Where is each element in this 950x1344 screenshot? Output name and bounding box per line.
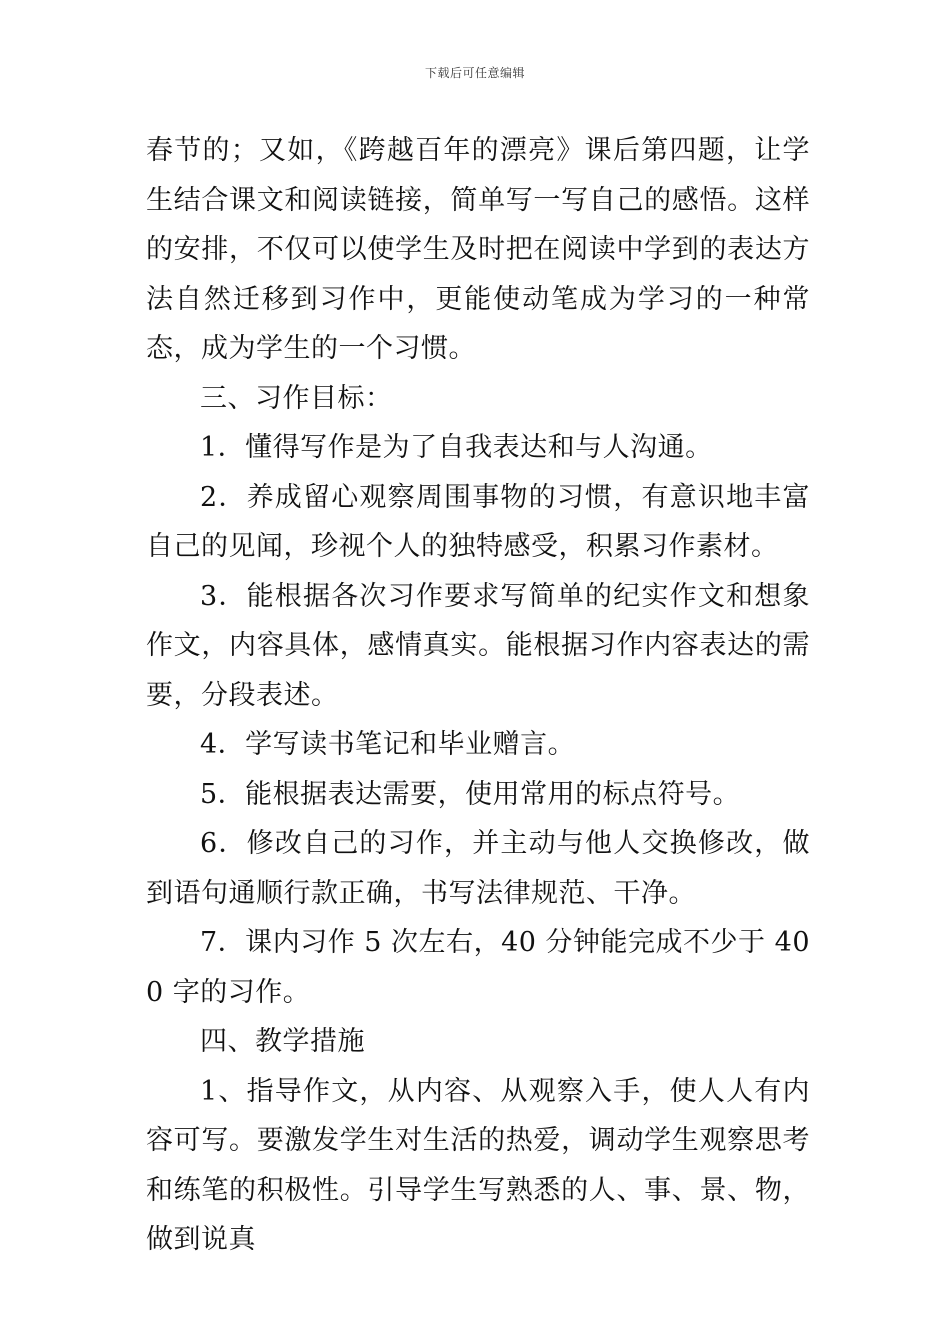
goal-item-7: 7．课内习作 5 次左右，40 分钟能完成不少于 400 字的习作。 (146, 927, 810, 1008)
paragraph-continuation: 春节的；又如，《跨越百年的漂亮》课后第四题，让学生结合课文和阅读链接，简单写一写自己的感悟。这样的安排，不仅可以使学生及时把在阅读中学到的表达方法自然迁移到习作中，更能使动笔成为学习的一种常态，成为学生的一个习惯。 (146, 135, 810, 364)
section-heading-writing-goals: 三、习作目标： (200, 382, 393, 414)
page-header: 下载后可任意编辑 (424, 66, 525, 80)
document-body (146, 126, 810, 1265)
measure-item-1: 1、指导作文，从内容、从观察入手，使人人有内容可写。要激发学生对生活的热爱，调动学生观察思考和练笔的积极性。引导学生写熟悉的人、事、景、物，做到说真 (146, 1075, 810, 1255)
goal-item-5: 5．能根据表达需要，使用常用的标点符号。 (200, 778, 741, 810)
goal-item-2: 2．养成留心观察周围事物的习惯，有意识地丰富自己的见闻，珍视个人的独特感受，积累习作素材。 (146, 481, 810, 562)
goal-item-3: 3．能根据各次习作要求写简单的纪实作文和想象作文，内容具体，感情真实。能根据习作内容表达的需要，分段表述。 (146, 580, 810, 711)
section-heading-teaching-measures: 四、教学措施 (200, 1026, 365, 1057)
goal-item-6: 6．修改自己的习作，并主动与他人交换修改，做到语句通顺行款正确，书写法律规范、干净。 (146, 828, 810, 909)
goal-item-4: 4．学写读书笔记和毕业赠言。 (200, 729, 576, 760)
goal-item-1: 1．懂得写作是为了自我表达和与人沟通。 (200, 432, 713, 463)
